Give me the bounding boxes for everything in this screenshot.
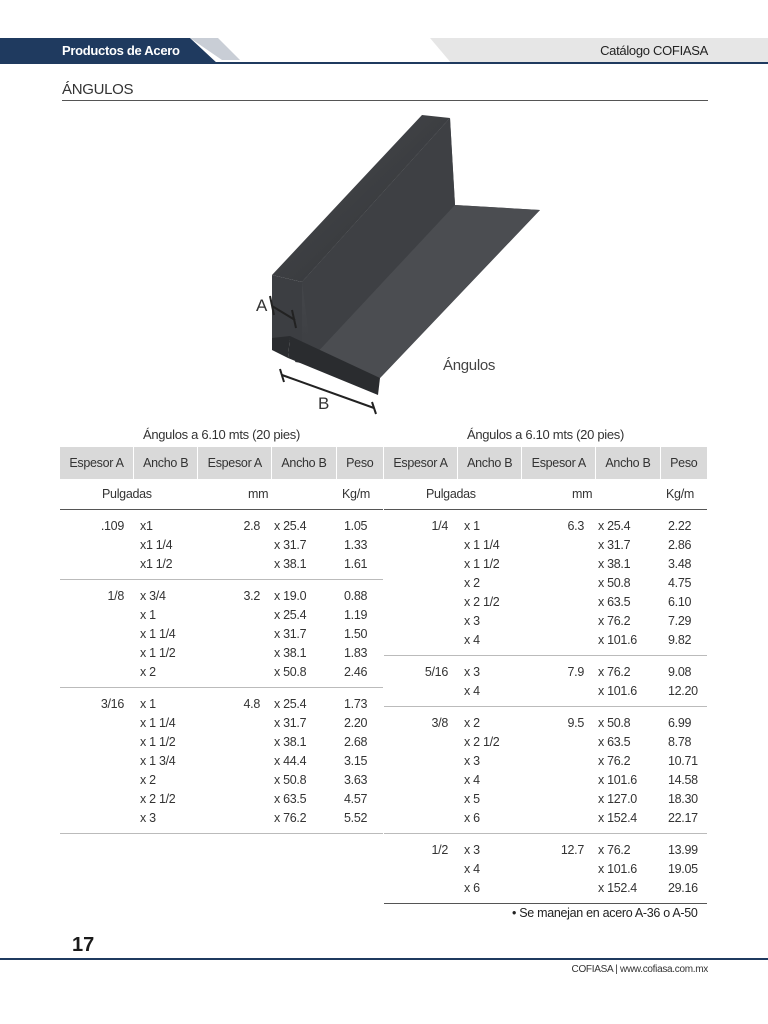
table-row bbox=[384, 632, 707, 651]
angles-table-right bbox=[384, 425, 707, 904]
cell-peso: 8.78 bbox=[668, 735, 692, 749]
cell-espesor-in: 1/8 bbox=[107, 589, 124, 603]
cell-ancho-mm: x 63.5 bbox=[274, 792, 307, 806]
cell-espesor-mm: 9.5 bbox=[567, 716, 584, 730]
cell-ancho-in: x 1 1/2 bbox=[140, 735, 176, 749]
cell-espesor-in: 3/16 bbox=[100, 697, 124, 711]
table-row bbox=[60, 715, 383, 734]
cell-peso: 6.10 bbox=[668, 595, 692, 609]
cell-ancho-mm: x 31.7 bbox=[274, 627, 307, 641]
table-row bbox=[384, 772, 707, 791]
cell-ancho-in: x 1 1/2 bbox=[140, 646, 176, 660]
table-group bbox=[60, 510, 383, 580]
table-row bbox=[384, 683, 707, 702]
cell-peso: 1.61 bbox=[344, 557, 368, 571]
table-row bbox=[60, 556, 383, 575]
cell-ancho-mm: x 152.4 bbox=[598, 811, 637, 825]
table-row bbox=[384, 842, 707, 861]
unit-mm: mm bbox=[572, 487, 593, 501]
cell-ancho-mm: x 101.6 bbox=[598, 633, 637, 647]
table-row bbox=[384, 753, 707, 772]
cell-ancho-mm: x 63.5 bbox=[598, 735, 631, 749]
cell-peso: 4.57 bbox=[344, 792, 368, 806]
cell-ancho-mm: x 152.4 bbox=[598, 881, 637, 895]
header-section-label: Productos de Acero bbox=[62, 43, 180, 58]
cell-ancho-in: x 1 3/4 bbox=[140, 754, 176, 768]
table-group bbox=[384, 656, 707, 707]
table-row bbox=[60, 772, 383, 791]
cell-peso: 7.29 bbox=[668, 614, 692, 628]
table-header-row bbox=[384, 447, 707, 479]
cell-ancho-in: x 1 bbox=[140, 608, 156, 622]
table-group bbox=[60, 580, 383, 688]
cell-espesor-in: 5/16 bbox=[424, 665, 448, 679]
cell-ancho-mm: x 44.4 bbox=[274, 754, 307, 768]
cell-ancho-in: x 4 bbox=[464, 684, 480, 698]
cell-peso: 2.68 bbox=[344, 735, 368, 749]
cell-ancho-in: x 1 bbox=[464, 519, 480, 533]
table-group bbox=[384, 510, 707, 656]
cell-peso: 9.82 bbox=[668, 633, 692, 647]
steel-angle-illustration bbox=[250, 110, 550, 420]
table-caption: Ángulos a 6.10 mts (20 pies) bbox=[466, 427, 625, 442]
cell-ancho-mm: x 76.2 bbox=[598, 843, 631, 857]
cell-ancho-mm: x 50.8 bbox=[598, 576, 631, 590]
unit-mm: mm bbox=[248, 487, 269, 501]
cell-ancho-in: x 2 1/2 bbox=[140, 792, 176, 806]
units-row bbox=[384, 479, 707, 510]
cell-ancho-in: x1 bbox=[140, 519, 153, 533]
cell-ancho-mm: x 38.1 bbox=[274, 557, 307, 571]
cell-ancho-mm: x 25.4 bbox=[274, 519, 307, 533]
cell-ancho-in: x1 1/4 bbox=[140, 538, 173, 552]
table-row bbox=[60, 664, 383, 683]
table-row bbox=[384, 715, 707, 734]
cell-peso: 2.46 bbox=[344, 665, 368, 679]
table-row bbox=[384, 810, 707, 829]
cell-ancho-in: x 6 bbox=[464, 881, 480, 895]
unit-pulgadas: Pulgadas bbox=[426, 487, 476, 501]
cell-ancho-mm: x 50.8 bbox=[274, 665, 307, 679]
cell-peso: 3.15 bbox=[344, 754, 368, 768]
cell-ancho-mm: x 50.8 bbox=[274, 773, 307, 787]
cell-peso: 1.83 bbox=[344, 646, 368, 660]
table-row bbox=[60, 696, 383, 715]
page-header bbox=[0, 38, 768, 64]
dimension-label-a: A bbox=[256, 296, 268, 315]
cell-espesor-in: .109 bbox=[100, 519, 124, 533]
table-row bbox=[60, 607, 383, 626]
table-row bbox=[384, 664, 707, 683]
table-row bbox=[60, 537, 383, 556]
cell-peso: 5.52 bbox=[344, 811, 368, 825]
cell-peso: 1.50 bbox=[344, 627, 368, 641]
col-ancho-in: Ancho B bbox=[134, 447, 198, 479]
col-espesor-mm: Espesor A bbox=[198, 447, 272, 479]
cell-ancho-in: x 3 bbox=[464, 665, 480, 679]
cell-peso: 1.05 bbox=[344, 519, 368, 533]
cell-peso: 12.20 bbox=[668, 684, 698, 698]
cell-ancho-mm: x 50.8 bbox=[598, 716, 631, 730]
cell-ancho-mm: x 19.0 bbox=[274, 589, 307, 603]
table-row bbox=[60, 518, 383, 537]
cell-ancho-in: x 4 bbox=[464, 862, 480, 876]
cell-espesor-in: 3/8 bbox=[431, 716, 448, 730]
footer-divider bbox=[0, 958, 768, 960]
col-espesor-in: Espesor A bbox=[60, 447, 134, 479]
cell-ancho-mm: x 38.1 bbox=[274, 646, 307, 660]
table-row bbox=[384, 734, 707, 753]
col-ancho-mm: Ancho B bbox=[596, 447, 660, 479]
section-divider bbox=[62, 100, 708, 101]
cell-ancho-in: x 2 1/2 bbox=[464, 595, 500, 609]
col-espesor-mm: Espesor A bbox=[522, 447, 596, 479]
table-row bbox=[384, 861, 707, 880]
col-ancho-in: Ancho B bbox=[458, 447, 522, 479]
cell-peso: 19.05 bbox=[668, 862, 698, 876]
table-group bbox=[384, 707, 707, 834]
unit-kgm: Kg/m bbox=[342, 487, 370, 501]
cell-peso: 2.20 bbox=[344, 716, 368, 730]
dimension-label-b: B bbox=[318, 394, 330, 413]
cell-peso: 13.99 bbox=[668, 843, 698, 857]
cell-ancho-in: x 1 bbox=[140, 697, 156, 711]
table-row bbox=[384, 594, 707, 613]
table-row bbox=[384, 537, 707, 556]
cell-ancho-in: x 1 1/4 bbox=[140, 627, 176, 641]
cell-ancho-mm: x 127.0 bbox=[598, 792, 637, 806]
unit-kgm: Kg/m bbox=[666, 487, 694, 501]
table-row bbox=[60, 753, 383, 772]
cell-peso: 4.75 bbox=[668, 576, 692, 590]
cell-peso: 1.73 bbox=[344, 697, 368, 711]
header-catalog-label: Catálogo COFIASA bbox=[600, 43, 708, 58]
units-row bbox=[60, 479, 383, 510]
cell-ancho-in: x 3/4 bbox=[140, 589, 166, 603]
cell-ancho-mm: x 76.2 bbox=[598, 665, 631, 679]
table-row bbox=[60, 810, 383, 829]
table-row bbox=[384, 791, 707, 810]
cell-ancho-in: x 4 bbox=[464, 633, 480, 647]
cell-peso: 2.86 bbox=[668, 538, 692, 552]
table-group bbox=[384, 834, 707, 904]
cell-ancho-mm: x 76.2 bbox=[598, 614, 631, 628]
cell-ancho-mm: x 31.7 bbox=[274, 538, 307, 552]
cell-ancho-mm: x 76.2 bbox=[598, 754, 631, 768]
table-body-right bbox=[384, 510, 707, 904]
cell-peso: 14.58 bbox=[668, 773, 698, 787]
cell-espesor-mm: 4.8 bbox=[243, 697, 260, 711]
table-row bbox=[384, 575, 707, 594]
cell-ancho-mm: x 38.1 bbox=[274, 735, 307, 749]
cell-peso: 1.33 bbox=[344, 538, 368, 552]
cell-peso: 0.88 bbox=[344, 589, 368, 603]
cell-peso: 3.48 bbox=[668, 557, 692, 571]
cell-ancho-in: x 1 1/4 bbox=[140, 716, 176, 730]
cell-espesor-in: 1/2 bbox=[431, 843, 448, 857]
cell-ancho-in: x 1 1/4 bbox=[464, 538, 500, 552]
col-peso: Peso bbox=[346, 456, 374, 470]
cell-ancho-in: x 4 bbox=[464, 773, 480, 787]
table-caption: Ángulos a 6.10 mts (20 pies) bbox=[142, 427, 301, 442]
table-row bbox=[384, 613, 707, 632]
angles-table-left bbox=[60, 425, 383, 834]
table-row bbox=[60, 645, 383, 664]
table-row bbox=[60, 626, 383, 645]
table-row bbox=[60, 791, 383, 810]
cell-espesor-in: 1/4 bbox=[431, 519, 448, 533]
cell-ancho-in: x1 1/2 bbox=[140, 557, 173, 571]
cell-ancho-mm: x 25.4 bbox=[274, 697, 307, 711]
table-row bbox=[384, 880, 707, 899]
material-note: • Se manejan en acero A-36 o A-50 bbox=[512, 906, 698, 920]
cell-peso: 9.08 bbox=[668, 665, 692, 679]
cell-ancho-in: x 2 bbox=[140, 665, 156, 679]
col-espesor-in: Espesor A bbox=[384, 447, 458, 479]
footer-text: COFIASA | www.cofiasa.com.mx bbox=[571, 964, 708, 975]
cell-peso: 10.71 bbox=[668, 754, 698, 768]
cell-ancho-mm: x 31.7 bbox=[598, 538, 631, 552]
cell-peso: 22.17 bbox=[668, 811, 698, 825]
section-title: ÁNGULOS bbox=[62, 81, 134, 98]
cell-ancho-in: x 2 bbox=[140, 773, 156, 787]
cell-ancho-in: x 2 bbox=[464, 576, 480, 590]
cell-ancho-mm: x 101.6 bbox=[598, 862, 637, 876]
cell-ancho-in: x 3 bbox=[464, 614, 480, 628]
cell-ancho-in: x 3 bbox=[464, 843, 480, 857]
cell-espesor-mm: 3.2 bbox=[243, 589, 260, 603]
cell-ancho-mm: x 25.4 bbox=[598, 519, 631, 533]
table-row bbox=[384, 518, 707, 537]
col-peso: Peso bbox=[670, 456, 698, 470]
cell-peso: 29.16 bbox=[668, 881, 698, 895]
cell-peso: 6.99 bbox=[668, 716, 692, 730]
table-header-row bbox=[60, 447, 383, 479]
table-row bbox=[60, 734, 383, 753]
illustration-caption: Ángulos bbox=[443, 357, 496, 374]
table-group bbox=[60, 688, 383, 834]
cell-ancho-mm: x 31.7 bbox=[274, 716, 307, 730]
cell-ancho-in: x 6 bbox=[464, 811, 480, 825]
cell-ancho-mm: x 76.2 bbox=[274, 811, 307, 825]
cell-ancho-mm: x 25.4 bbox=[274, 608, 307, 622]
cell-peso: 2.22 bbox=[668, 519, 692, 533]
cell-espesor-mm: 6.3 bbox=[567, 519, 584, 533]
table-body-left bbox=[60, 510, 383, 834]
cell-ancho-mm: x 38.1 bbox=[598, 557, 631, 571]
cell-espesor-mm: 2.8 bbox=[243, 519, 260, 533]
cell-peso: 18.30 bbox=[668, 792, 698, 806]
table-row bbox=[60, 588, 383, 607]
col-ancho-mm: Ancho B bbox=[272, 447, 336, 479]
cell-ancho-mm: x 63.5 bbox=[598, 595, 631, 609]
cell-espesor-mm: 7.9 bbox=[567, 665, 584, 679]
cell-espesor-mm: 12.7 bbox=[560, 843, 584, 857]
cell-ancho-mm: x 101.6 bbox=[598, 773, 637, 787]
cell-ancho-in: x 5 bbox=[464, 792, 480, 806]
cell-ancho-in: x 3 bbox=[140, 811, 156, 825]
page-number: 17 bbox=[72, 934, 95, 956]
cell-ancho-in: x 2 1/2 bbox=[464, 735, 500, 749]
cell-ancho-in: x 2 bbox=[464, 716, 480, 730]
cell-ancho-in: x 3 bbox=[464, 754, 480, 768]
unit-pulgadas: Pulgadas bbox=[102, 487, 152, 501]
table-row bbox=[384, 556, 707, 575]
cell-ancho-mm: x 101.6 bbox=[598, 684, 637, 698]
cell-peso: 1.19 bbox=[344, 608, 368, 622]
cell-peso: 3.63 bbox=[344, 773, 368, 787]
cell-ancho-in: x 1 1/2 bbox=[464, 557, 500, 571]
